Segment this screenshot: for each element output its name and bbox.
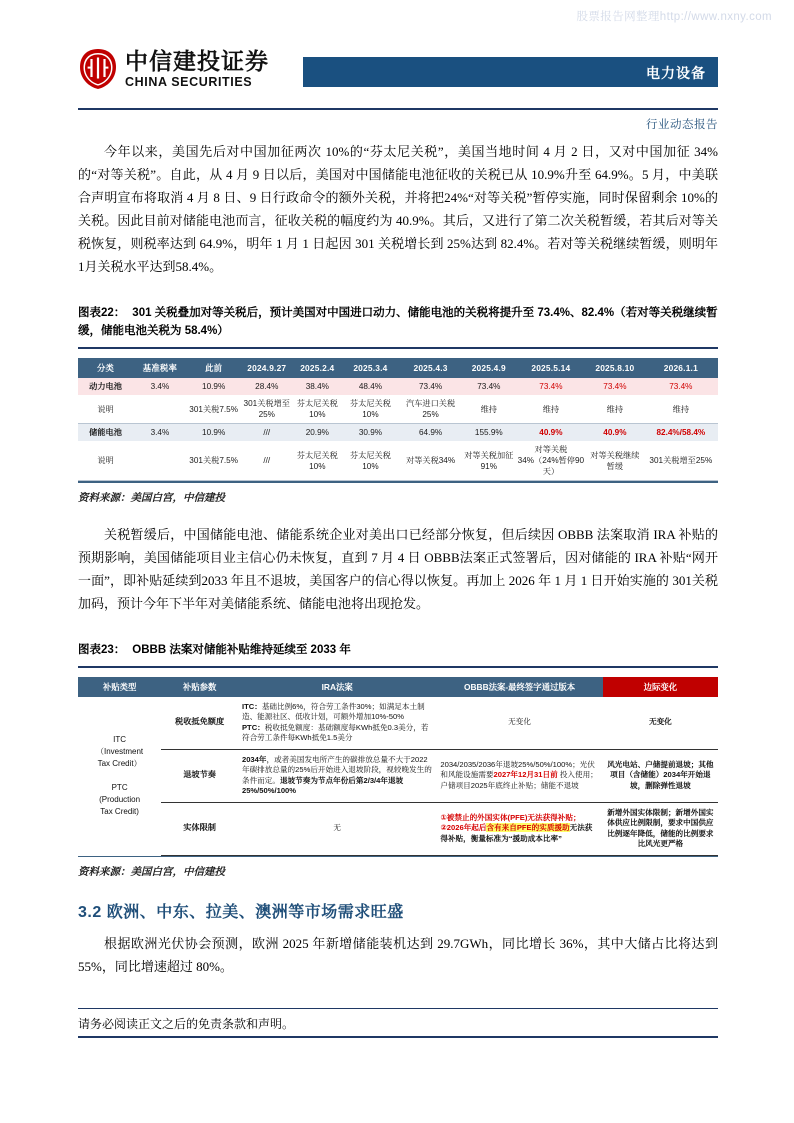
obbb-col-header-4: 边际变化: [603, 677, 718, 697]
tariff-cell-r2-c9: 40.9%: [586, 424, 644, 442]
tariff-col-header-10: 2026.1.1: [644, 358, 718, 378]
logo-wordmark: [125, 47, 269, 89]
tariff-cell-r2-c7: 155.9%: [462, 424, 516, 442]
tariff-cell-r0-c9: 73.4%: [586, 378, 644, 395]
logo-english-name: CHINA SECURITIES: [125, 74, 253, 89]
footer-bottom-rule: [78, 1036, 718, 1038]
figure-23-source: 资料来源：美国白宫，中信建投: [78, 867, 225, 879]
figure-22-caption: [78, 304, 718, 340]
tariff-col-header-4: 2025.2.4: [293, 358, 342, 378]
tariff-cell-r3-c1: [133, 441, 187, 481]
tariff-cell-r3-c2: 301关税7.5%: [187, 441, 241, 481]
tariff-cell-r0-c5: 48.4%: [342, 378, 400, 395]
obbb-final-cell-0: 无变化: [436, 697, 602, 750]
figure-23-number: 图表23：: [78, 643, 126, 656]
tariff-cell-r3-c5: 芬太尼关税10%: [342, 441, 400, 481]
tariff-cell-r3-c4: 芬太尼关税10%: [293, 441, 342, 481]
obbb-param-cell-0: 税收抵免额度: [161, 697, 238, 750]
figure-23: [78, 641, 718, 880]
obbb-table-row: [78, 697, 718, 750]
sector-banner: [303, 57, 718, 87]
obbb-param-cell-1: 退坡节奏: [161, 749, 238, 802]
obbb-table-header-row: [78, 677, 718, 697]
page-header: [78, 48, 718, 104]
tariff-col-header-3: 2024.9.27: [241, 358, 293, 378]
obbb-col-header-0: 补贴类型: [78, 677, 161, 697]
paragraph-europe-demand: 根据欧洲光伏协会预测，欧洲 2025 年新增储能装机达到 29.7GWh，同比增长 36%，其中大储占比将达到55%，同比增速超过 80%。: [78, 936, 718, 975]
figure-22-source: 资料来源：美国白宫，中信建投: [78, 492, 225, 504]
obbb-table-row: [78, 802, 718, 855]
tariff-cell-r0-c7: 73.4%: [462, 378, 516, 395]
tariff-cell-r0-c10: 73.4%: [644, 378, 718, 395]
obbb-col-header-3: OBBB法案-最终签字通过版本: [436, 677, 602, 697]
tariff-cell-r0-c4: 38.4%: [293, 378, 342, 395]
figure-23-rule: [78, 666, 718, 668]
tariff-cell-r1-c1: [133, 395, 187, 424]
tariff-table-row: [78, 441, 718, 481]
tariff-cell-r0-c6: 73.4%: [399, 378, 462, 395]
obbb-marginal-change-cell-0: 无变化: [603, 697, 718, 750]
obbb-col-header-2: IRA法案: [238, 677, 436, 697]
tariff-cell-r0-c3: 28.4%: [241, 378, 293, 395]
tariff-cell-r2-c1: 3.4%: [133, 424, 187, 442]
obbb-ira-cell-1: 2034年，或者美国发电所产生的碳排放总量不大于2022年碳排放总量的25%后开始进入退坡阶段，视较晚发生的条件而定。退坡节奏为节点年份后第2/3/4年退坡25%/50%/100%: [238, 749, 436, 802]
tariff-table: [78, 358, 718, 481]
sector-tag-label: 电力设备: [646, 65, 706, 81]
figure-22-title: 301 关税叠加对等关税后，预计美国对中国进口动力、储能电池的关税将提升至 73.4%、82.4%（若对等关税继续暂缓，储能电池关税为 58.4%）: [78, 307, 718, 337]
tariff-cell-r2-c6: 64.9%: [399, 424, 462, 442]
obbb-col-header-1: 补贴参数: [161, 677, 238, 697]
obbb-ira-cell-2: 无: [238, 802, 436, 855]
tariff-cell-r1-c4: 芬太尼关税10%: [293, 395, 342, 424]
tariff-cell-r2-c8: 40.9%: [516, 424, 586, 442]
obbb-param-cell-2: 实体限制: [161, 802, 238, 855]
paragraph-obbb-impact: 关税暂缓后，中国储能电池、储能系统企业对美出口已经部分恢复，但后续因 OBBB 法案取消 IRA 补贴的预期影响，美国储能项目业主信心仍未恢复，直到 7 月 4 日 OBBB法案正式签署后，因对储能的 IRA 补贴“网开一面”，即补贴延续到2033 年且不退坡，美国客户的信心得以恢复。再加上 2026 年 1 月 1 日开始实施的 301关税加码，预计今年下半年对美储能系统、储能电池将出现抢发。: [78, 526, 718, 611]
obbb-subsidy-type-cell: ITC （Investment Tax Credit） PTC (Production Tax Credit): [96, 734, 144, 816]
csc-logo-icon: [78, 48, 118, 90]
tariff-col-header-8: 2025.5.14: [516, 358, 586, 378]
tariff-cell-r1-c9: 维持: [586, 395, 644, 424]
tariff-cell-r2-c0: 储能电池: [78, 424, 133, 442]
tariff-cell-r1-c2: 301关税7.5%: [187, 395, 241, 424]
tariff-cell-r2-c4: 20.9%: [293, 424, 342, 442]
tariff-table-row: [78, 378, 718, 395]
logo-chinese-name: 中信建投证券: [125, 47, 269, 74]
tariff-cell-r2-c5: 30.9%: [342, 424, 400, 442]
report-type-label: 行业动态报告: [646, 119, 718, 131]
tariff-table-bottom-rule: [78, 481, 718, 483]
tariff-cell-r1-c3: 301关税增至25%: [241, 395, 293, 424]
tariff-col-header-9: 2025.8.10: [586, 358, 644, 378]
tariff-cell-r2-c3: ///: [241, 424, 293, 442]
tariff-col-header-1: 基准税率: [133, 358, 187, 378]
tariff-cell-r1-c6: 汽车进口关税25%: [399, 395, 462, 424]
tariff-cell-r3-c0: 说明: [78, 441, 133, 481]
tariff-col-header-2: 此前: [187, 358, 241, 378]
tariff-cell-r0-c8: 73.4%: [516, 378, 586, 395]
figure-22-rule: [78, 347, 718, 349]
figure-23-title: OBBB 法案对储能补贴维持延续至 2033 年: [132, 643, 351, 656]
tariff-cell-r0-c1: 3.4%: [133, 378, 187, 395]
tariff-col-header-6: 2025.4.3: [399, 358, 462, 378]
tariff-cell-r1-c0: 说明: [78, 395, 133, 424]
obbb-table-bottom-rule: [78, 856, 718, 858]
obbb-marginal-change-cell-1: 风光电站、户储提前退坡；其他项目（含储能）2034年开始退坡，删除弹性退坡: [603, 749, 718, 802]
header-divider: [78, 108, 718, 110]
paragraph-tariff-history: 今年以来，美国先后对中国加征两次 10%的“芬太尼关税”，美国当地时间 4 月 2 日，又对中国加征 34%的“对等关税”。自此，从 4 月 9 日以后，美国对中国储能电池征收的关税已从 10.9%升至 64.9%。5 月，中美联合声明宣布将取消 4 月 8 日、9 日行政命令的额外关税，并将把24%“对等关税”暂停实施，同时保留剩余 10%的关税。因此目前对储能电池而言，征收关税的幅度约为 40.9%。其后，又进行了第二次关税暂缓，若其后对等关税恢复，则税率达到 64.9%，明年 1 月 1 日起因 301 关税增长到 25%达到 82.4%。若对等关税继续暂缓，则明年1月关税水平达到58.4%。: [78, 144, 718, 274]
tariff-cell-r0-c0: 动力电池: [78, 378, 133, 395]
tariff-cell-r1-c10: 维持: [644, 395, 718, 424]
tariff-table-header-row: [78, 358, 718, 378]
tariff-cell-r3-c9: 对等关税继续暂缓: [586, 441, 644, 481]
tariff-cell-r3-c7: 对等关税加征91%: [462, 441, 516, 481]
tariff-cell-r1-c7: 维持: [462, 395, 516, 424]
footer-disclaimer: 请务必阅读正文之后的免责条款和声明。: [78, 1017, 295, 1031]
section-heading-3-2: 3.2 欧洲、中东、拉美、澳洲等市场需求旺盛: [78, 904, 404, 922]
figure-23-caption: [78, 641, 718, 659]
tariff-cell-r2-c2: 10.9%: [187, 424, 241, 442]
tariff-cell-r1-c8: 维持: [516, 395, 586, 424]
tariff-cell-r3-c10: 301关税增至25%: [644, 441, 718, 481]
tariff-cell-r2-c10: 82.4%/58.4%: [644, 424, 718, 442]
tariff-table-row: [78, 424, 718, 442]
tariff-cell-r3-c3: ///: [241, 441, 293, 481]
tariff-col-header-7: 2025.4.9: [462, 358, 516, 378]
company-logo: [78, 48, 269, 90]
obbb-subsidy-table: [78, 677, 718, 856]
obbb-ira-cell-0: ITC：基础比例6%，符合劳工条件30%；如满足本土制造、能源社区、低收计划，可额外增加10%-50% PTC：税收抵免额度：基础额度每KWh抵免0.3美分，若符合劳工条件每KWh抵免1.5美分: [238, 697, 436, 750]
tariff-col-header-0: 分类: [78, 358, 133, 378]
page-footer: [78, 1008, 718, 1038]
tariff-cell-r1-c5: 芬太尼关税10%: [342, 395, 400, 424]
watermark-text: 股票报告网整理http://www.nxny.com: [576, 11, 772, 23]
tariff-cell-r3-c6: 对等关税34%: [399, 441, 462, 481]
figure-22: [78, 304, 718, 505]
obbb-table-row: [78, 749, 718, 802]
tariff-cell-r3-c8: 对等关税34%（24%暂停90天）: [516, 441, 586, 481]
obbb-final-cell-1: 2034/2035/2036年退坡25%/50%/100%；光伏和风能设施需要2027年12月31日前 投入使用；户储项目2025年底终止补贴；储能不退坡: [436, 749, 602, 802]
tariff-table-row: [78, 395, 718, 424]
obbb-marginal-change-cell-2: 新增外国实体限制；新增外国实体供应比例限制，要求中国供应比例逐年降低，储能的比例要求比风光更严格: [603, 802, 718, 855]
obbb-final-cell-2: ①被禁止的外国实体(PFE)无法获得补贴； ②2026年起后含有来自PFE的实质援助无法获得补贴，衡量标准为“援助成本比率”: [436, 802, 602, 855]
tariff-cell-r0-c2: 10.9%: [187, 378, 241, 395]
document-content: [78, 140, 718, 978]
figure-22-number: 图表22：: [78, 307, 126, 319]
tariff-col-header-5: 2025.3.4: [342, 358, 400, 378]
